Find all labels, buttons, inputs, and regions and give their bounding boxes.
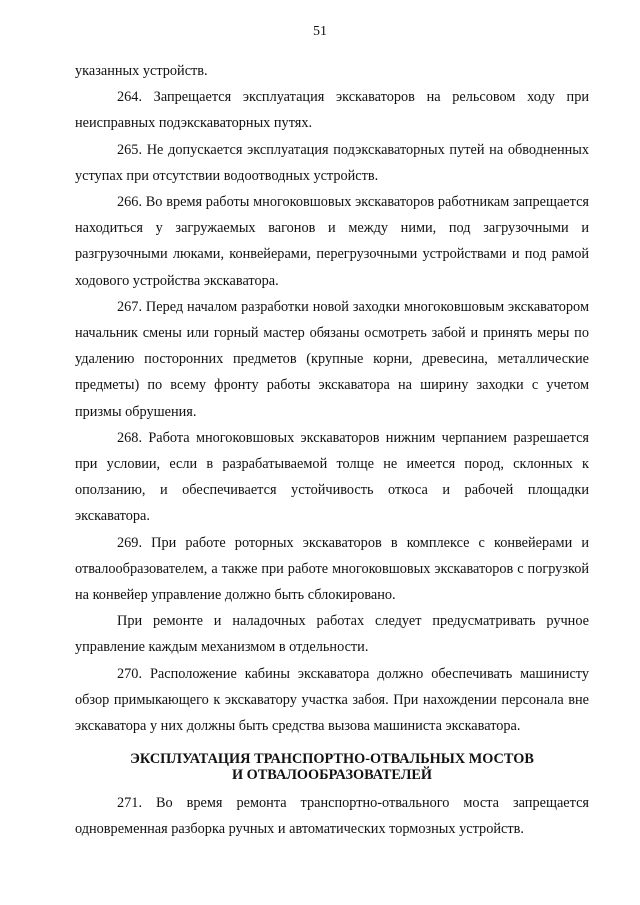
section-heading-line-2: И ОТВАЛООБРАЗОВАТЕЛЕЙ — [231, 767, 433, 784]
paragraph: 266. Во время работы многоковшовых экскаваторов работникам запрещается находиться у загружаемых вагонов и между ними, под загрузочными и разгрузочными люками, конвейерами, перегрузочными устройствами и под рамой ходового устройства экскаватора. — [75, 194, 589, 289]
paragraph: 268. Работа многоковшовых экскаваторов нижним черпанием разрешается при условии, если в разрабатываемой толще не имеется пород, склонных к оползанию, и обеспечивается устойчивость откоса и рабочей площадки экскаватора. — [75, 429, 589, 525]
page-number: 51 — [313, 24, 327, 39]
paragraph: 271. Во время ремонта транспортно-отвального моста запрещается одновременная разборка ручных и автоматических тормозных устройств. — [75, 795, 589, 838]
section-heading-line-1: ЭКСПЛУАТАЦИЯ ТРАНСПОРТНО-ОТВАЛЬНЫХ МОСТОВ — [130, 751, 534, 768]
paragraph: 264. Запрещается эксплуатация экскаваторов на рельсовом ходу при неисправных подэкскаваторных путях. — [75, 89, 589, 132]
section-heading — [75, 751, 589, 783]
paragraph: 267. Перед началом разработки новой заходки многоковшовым экскаватором начальник смены или горный мастер обязаны осмотреть забой и принять меры по удалению посторонних предметов (крупные корни, древесина, металлические предметы) по всему фронту работы экскаватора на ширину заходки с учетом призмы обрушения. — [75, 298, 589, 420]
paragraph-group — [75, 790, 589, 842]
paragraph: 265. Не допускается эксплуатация подэкскаваторных путей на обводненных уступах при отсутствии водоотводных устройств. — [75, 141, 589, 184]
paragraph: При ремонте и наладочных работах следует предусматривать ручное управление каждым механизмом в отдельности. — [75, 613, 589, 656]
paragraph-group — [75, 58, 589, 739]
paragraph: 269. При работе роторных экскаваторов в комплексе с конвейерами и отвалообразователем, а также при работе многоковшовых экскаваторов с погрузкой на конвейер управление должно быть сблокировано. — [75, 534, 589, 604]
document-body — [75, 58, 589, 843]
paragraph: 270. Расположение кабины экскаватора должно обеспечивать машинисту обзор примыкающего к экскаватору участка забоя. При нахождении персонала вне экскаватора у них должны быть средства вызова машиниста экскаватора. — [75, 665, 589, 735]
paragraph: указанных устройств. — [75, 63, 208, 79]
